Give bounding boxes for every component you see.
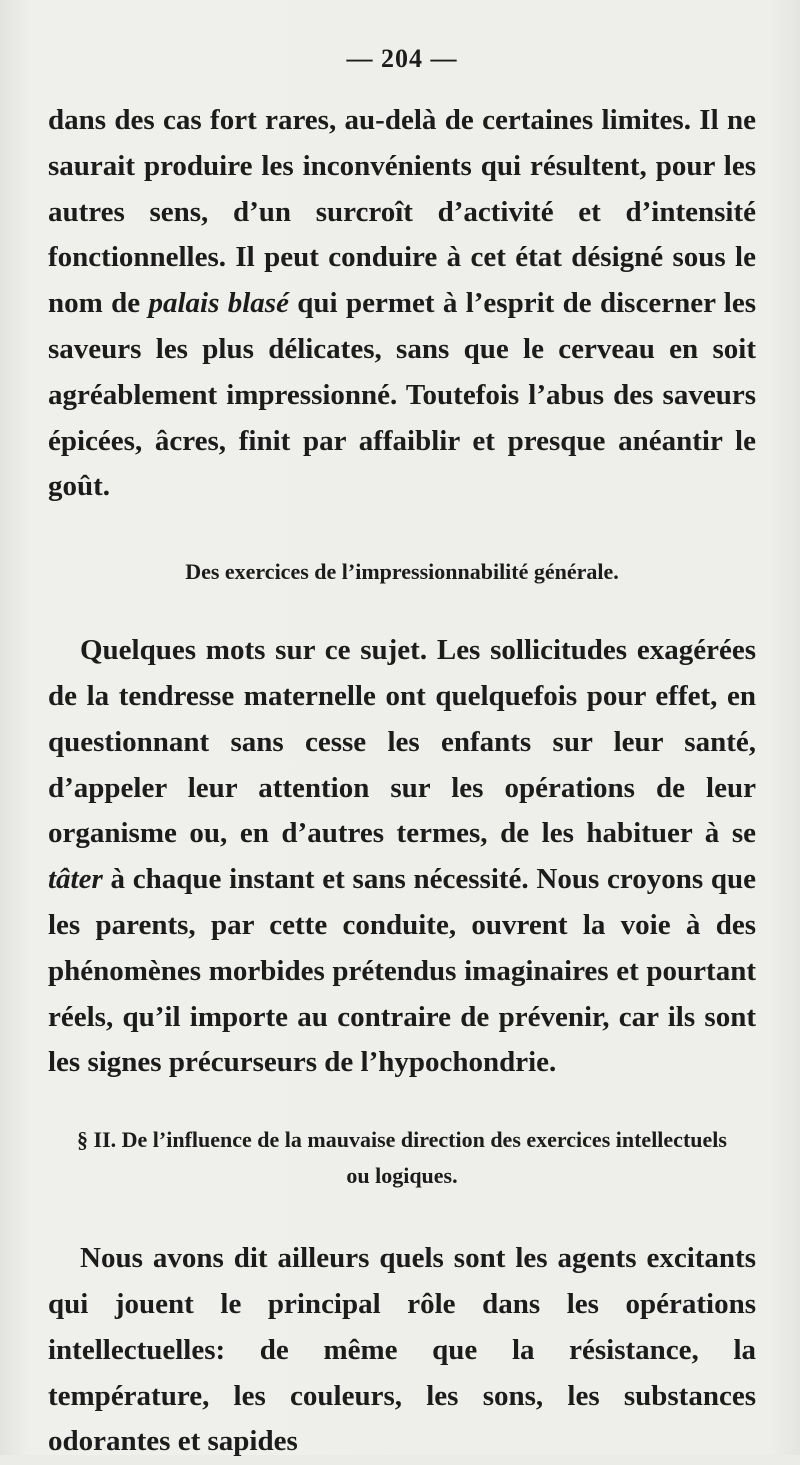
paragraph-text: qui permet à l’esprit de discerner les saveurs les plus délicates, sans que le cerveau en soit agréablement impressionné. Toutefois l’abus des saveurs épicées, âcres, finit par affaiblir et presque anéantir le goût.: [48, 287, 756, 503]
italic-term: palais blasé: [148, 287, 289, 320]
section-heading-ii: § II. De l’influence de la mauvaise direction des exercices intellectuels ou logiques.: [77, 1127, 727, 1189]
paragraph-text: Quelques mots sur ce sujet. Les sollicitudes exagérées de la tendresse maternelle ont quelquefois pour effet, en questionnant sans cesse les enfants sur leur santé, d’appeler leur attention sur les opérations de leur organisme ou, en d’autres termes, de les habituer à se: [48, 634, 756, 850]
paragraph-text: dans des cas fort rares, au-delà de certaines limites. Il ne saurait produire les inconvénients qui résultent, pour les autres sens, d’un surcroît d’activité et d’intensité fonctionnelles. Il peut conduire à cet état désigné sous le nom de: [48, 104, 756, 320]
paragraph-text: à chaque instant et sans nécessité. Nous croyons que les parents, par cette conduite, ouvrent la voie à des phénomènes morbides prétendus imaginaires et pourtant réels, qu’il importe au contraire de prévenir, car ils sont les signes précurseurs de l’hypochondrie.: [48, 863, 756, 1079]
paragraph-intellectual: Nous avons dit ailleurs quels sont les agents excitants qui jouent le principal rôle dans les opérations intellectuelles: de même que la résistance, la température, les couleurs, les sons, les substances odorantes et sapides: [48, 1242, 756, 1458]
italic-term: tâter: [48, 863, 103, 896]
section-heading: Des exercices de l’impressionnabilité générale.: [185, 559, 619, 585]
page-number: — 204 —: [346, 44, 458, 73]
paragraph-taste: [48, 98, 756, 510]
paragraph-impressionability: [48, 628, 756, 1086]
